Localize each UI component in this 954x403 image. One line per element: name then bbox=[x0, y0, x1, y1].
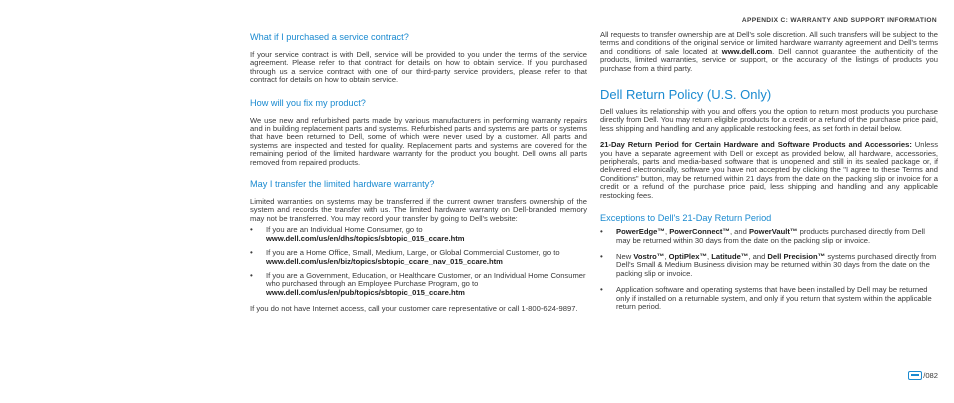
list-item: • Application software and operating systems that have been installed by Dell may be returned only if installed on a returnable system, and only if you return that system within the applicable return period. bbox=[600, 286, 938, 311]
list-item: • If you are an Individual Home Consumer, go to www.dell.com/us/en/dhs/topics/sbtopic_015_ccare.htm bbox=[250, 226, 587, 243]
transfer-ownership-text: All requests to transfer ownership are at Dell's sole discretion. All such transfers will be subject to the terms and conditions of the original service or limited hardware warranty agreement and Dell's terms and conditions of sale located at www.dell.com. Dell cannot guarantee the authenticity of the products, limited warranties, service or support, or the accuracy of the listings of products you purchase from a third party. bbox=[600, 30, 938, 73]
list-item: • If you are a Government, Education, or Healthcare Customer, or an Individual Home Consumer who purchased through an Employee Purchase Program, go to www.dell.com/us/en/pub/topics/sbtopic_015_ccare.htm bbox=[250, 272, 587, 297]
transfer-link-home[interactable]: www.dell.com/us/en/dhs/topics/sbtopic_015_ccare.htm bbox=[266, 233, 465, 243]
closing-text: If you do not have Internet access, call your customer care representative or call 1-800-624-9897. bbox=[250, 304, 578, 314]
transfer-link-business[interactable]: www.dell.com/us/en/biz/topics/sbtopic_ccare_nav_015_ccare.htm bbox=[266, 256, 503, 266]
list-item: • If you are a Home Office, Small, Medium, Large, or Global Commercial Customer, go to www.dell.com/us/en/biz/topics/sbtopic_ccare_nav_015_ccare.htm bbox=[250, 249, 587, 266]
return-policy-heading: Dell Return Policy (U.S. Only) bbox=[600, 87, 772, 103]
page-footer bbox=[908, 371, 938, 380]
dell-site-link[interactable]: www.dell.com bbox=[721, 46, 773, 56]
list-item: • New Vostro™, OptiPlex™, Latitude™, and Dell Precision™ systems purchased directly from Dell's Small & Medium Business division may be returned within 30 days from the date on the packing slip or invoice. bbox=[600, 253, 938, 278]
transfer-links-list bbox=[250, 226, 587, 297]
list-item: • PowerEdge™, PowerConnect™, and PowerVault™ products purchased directly from Dell may be returned within 30 days from the date on the packing slip or invoice. bbox=[600, 228, 938, 245]
section-title-service-contract: What if I purchased a service contract? bbox=[250, 32, 409, 42]
page-number: /082 bbox=[923, 371, 938, 380]
left-column bbox=[250, 31, 587, 314]
exceptions-heading: Exceptions to Dell's 21-Day Return Period bbox=[600, 213, 772, 224]
page-header: APPENDIX C: WARRANTY AND SUPPORT INFORMATION bbox=[741, 17, 937, 24]
right-column bbox=[600, 31, 938, 311]
exceptions-list bbox=[600, 228, 938, 311]
section-title-transfer-warranty: May I transfer the limited hardware warranty? bbox=[250, 179, 435, 190]
21-day-return-text: 21-Day Return Period for Certain Hardware and Software Products and Accessories: Unless you have a separate agreement with Dell or except as provided below, all hardware, accessories, peripherals, parts and media-based software that is unopened and still in its sealed package or, if delivered electronically, software you have not accepted by clicking the "I agree to these Terms and Conditions" button, may be returned within 21 days from the date on the packing slip or invoice for a credit or a refund of the purchase price paid, less shipping and handling and any applicable restocking fees. bbox=[600, 140, 938, 200]
transfer-link-public[interactable]: www.dell.com/us/en/pub/topics/sbtopic_015_ccare.htm bbox=[266, 287, 465, 297]
return-policy-body: Dell values its relationship with you and offers you the option to return most products you purchase directly from Dell. You may return eligible products for a credit or a refund of the purchase price paid, less shipping and handling and any applicable restocking fees, as set forth in detail below. bbox=[600, 107, 938, 133]
page-nav-icon[interactable] bbox=[908, 371, 922, 380]
section-title-fix-product: How will you fix my product? bbox=[250, 97, 366, 108]
fix-product-body: We use new and refurbished parts made by various manufacturers in performing warranty repairs and in building replacement parts and systems. Refurbished parts and systems are parts or systems that have been returned to Dell, some of which were never used by a customer. All parts and systems are inspected and tested for quality. Replacement parts and systems are covered for the remaining period of the limited hardware warranty for the product you bought. Dell owns all parts removed from repaired products. bbox=[250, 115, 587, 167]
service-contract-body: If your service contract is with Dell, service will be provided to you under the terms of the service agreement. Please refer to that contract for details on how to obtain service. If you purchased through us a service contract with one of our third-party service providers, please refer to that contract for details on how to obtain service. bbox=[250, 50, 587, 85]
transfer-warranty-body: Limited warranties on systems may be transferred if the current owner transfers ownership of the system and records the transfer with us. The limited hardware warranty on Dell-branded memory may not be transferred. You may record your transfer by going to Dell's website: bbox=[250, 197, 587, 223]
